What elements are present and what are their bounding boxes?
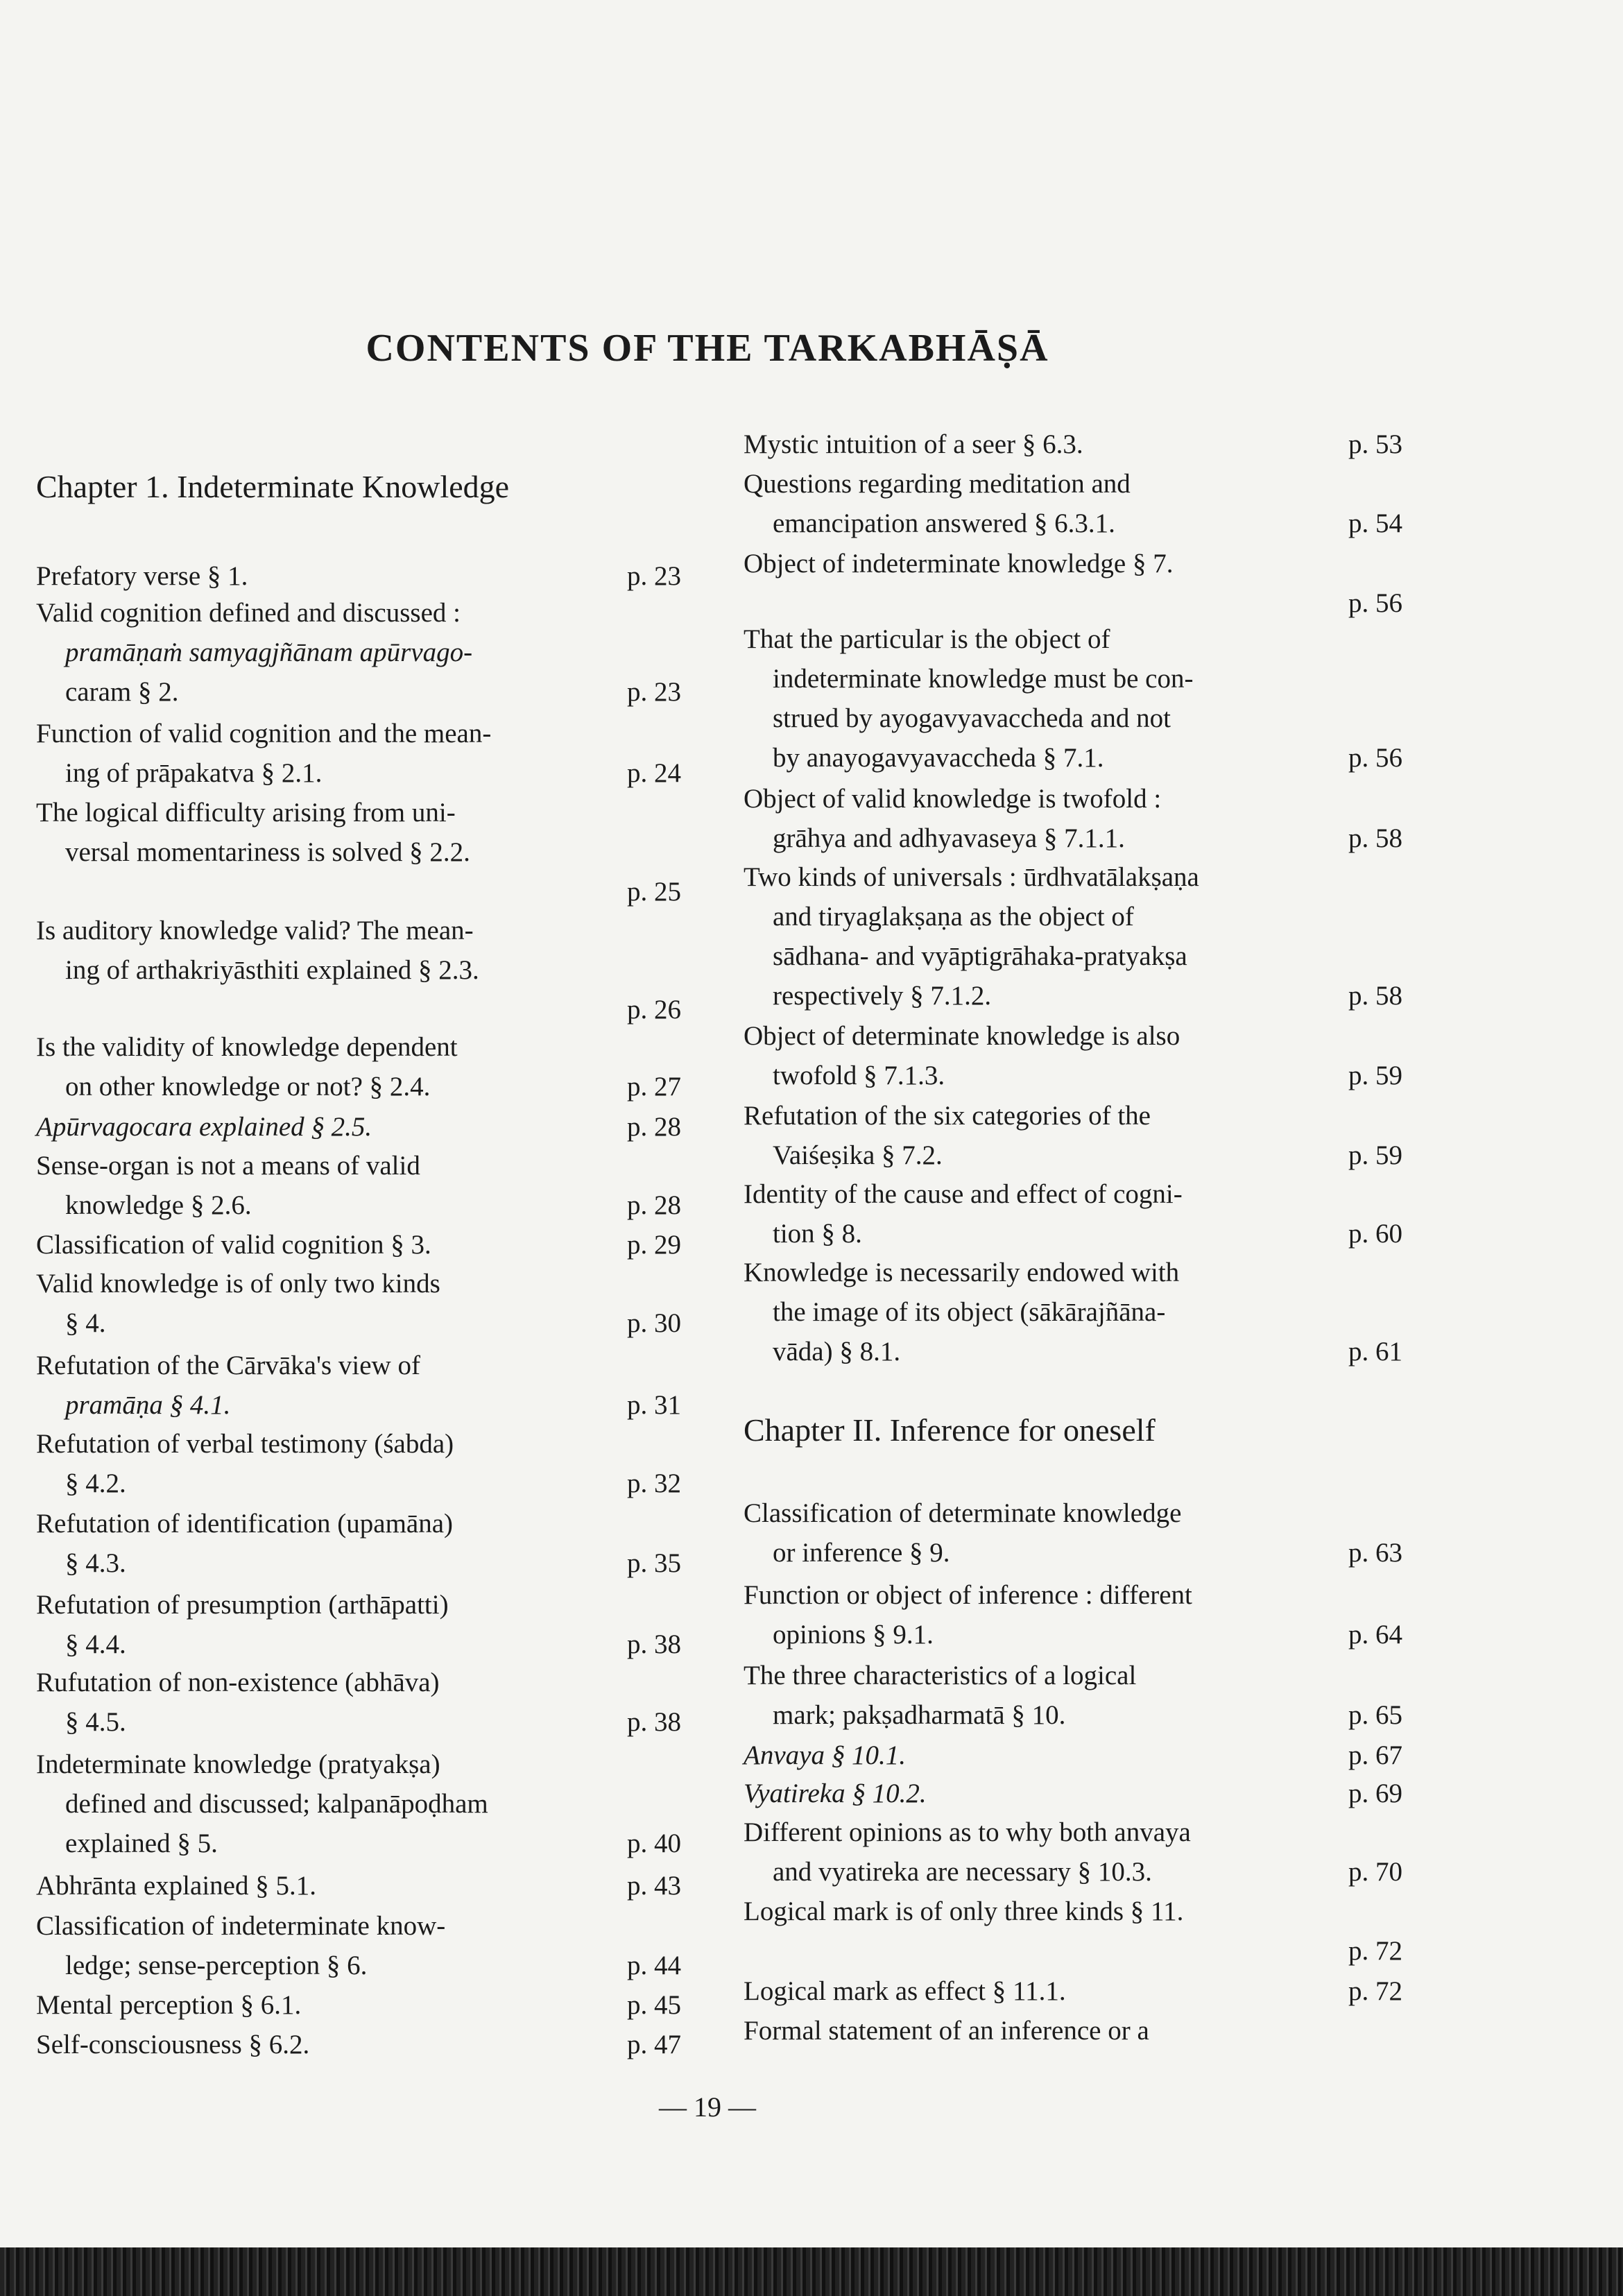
toc-entry: Refutation of the six categories of the Vaiśeṣika § 7.2. p. 59 (744, 1101, 1402, 1170)
toc-entry: Valid cognition defined and discussed : pramāṇaṁ samyagjñānam apūrvago- caram § 2. p. 23 (36, 598, 681, 707)
toc-entry: Refutation of presumption (arthāpatti) § 4.4. p. 38 (36, 1590, 681, 1659)
scan-edge-band (0, 2247, 1623, 2296)
toc-entry: Questions regarding meditation and emancipation answered § 6.3.1. p. 54 (744, 469, 1402, 538)
toc-entry: Abhrānta explained § 5.1. p. 43 (36, 1871, 681, 1901)
toc-entry: Self-consciousness § 6.2. p. 47 (36, 2030, 681, 2059)
toc-entry: Refutation of identification (upamāna) § 4.3. p. 35 (36, 1509, 681, 1578)
toc-entry: Knowledge is necessarily endowed with the image of its object (sākārajñāna- vāda) § 8.1. p. 61 (744, 1258, 1402, 1367)
toc-entry: Mental perception § 6.1. p. 45 (36, 1990, 681, 2020)
toc-entry: Formal statement of an inference or a (744, 2016, 1149, 2046)
toc-entry: That the particular is the object of indeterminate knowledge must be con- strued by ayogavyavaccheda and not by anayogavyavaccheda § 7.1. p. 56 (744, 624, 1402, 773)
toc-entry: Classification of indeterminate know- ledge; sense-perception § 6. p. 44 (36, 1911, 681, 1980)
page-title: CONTENTS OF THE TARKABHĀṢĀ (366, 327, 1049, 370)
toc-entry: Refutation of verbal testimony (śabda) § 4.2. p. 32 (36, 1429, 681, 1498)
toc-entry: Function of valid cognition and the mean- ing of prāpakatva § 2.1. p. 24 (36, 719, 681, 788)
toc-entry: Rufutation of non-existence (abhāva) § 4.5. p. 38 (36, 1668, 681, 1737)
toc-entry: The logical difficulty arising from uni- versal momentariness is solved § 2.2. p. 25 (36, 798, 681, 907)
toc-entry: Classification of determinate knowledge or inference § 9. p. 63 (744, 1498, 1402, 1568)
toc-entry: Refutation of the Cārvāka's view of pramāṇa § 4.1. p. 31 (36, 1351, 681, 1420)
toc-entry: Mystic intuition of a seer § 6.3. p. 53 (744, 429, 1402, 459)
toc-entry: Function or object of inference : different opinions § 9.1. p. 64 (744, 1580, 1402, 1650)
toc-entry: Is auditory knowledge valid? The mean- ing of arthakriyāsthiti explained § 2.3. p. 26 (36, 916, 681, 1025)
toc-entry: Object of indeterminate knowledge § 7. p. 56 (744, 549, 1402, 618)
toc-entry: Object of valid knowledge is twofold : grāhya and adhyavaseya § 7.1.1. p. 58 (744, 784, 1402, 853)
toc-entry: Prefatory verse § 1. p. 23 (36, 561, 681, 591)
chapter-2-title: Chapter II. Inference for oneself (744, 1412, 1156, 1448)
toc-entry: Logical mark as effect § 11.1. p. 72 (744, 1976, 1402, 2006)
toc-entry: The three characteristics of a logical mark; pakṣadharmatā § 10. p. 65 (744, 1661, 1402, 1730)
toc-entry: Is the validity of knowledge dependent on other knowledge or not? § 2.4. p. 27 (36, 1032, 681, 1102)
toc-entry: Anvaya § 10.1. p. 67 (744, 1740, 1402, 1770)
toc-entry: Different opinions as to why both anvaya and vyatireka are necessary § 10.3. p. 70 (744, 1817, 1402, 1887)
toc-entry: Two kinds of universals : ūrdhvatālakṣaṇa and tiryaglakṣaṇa as the object of sādhana- and vyāptigrāhaka-pratyakṣa respectively § 7.1.2. p. 58 (744, 862, 1402, 1011)
chapter-1-title: Chapter 1. Indeterminate Knowledge (36, 469, 510, 504)
toc-entry: Sense-organ is not a means of valid knowledge § 2.6. p. 28 (36, 1151, 681, 1220)
toc-entry: Identity of the cause and effect of cogni- tion § 8. p. 60 (744, 1179, 1402, 1249)
page-number: — 19 — (659, 2091, 756, 2123)
toc-entry: Logical mark is of only three kinds § 11. p. 72 (744, 1896, 1402, 1966)
toc-entry: Object of determinate knowledge is also twofold § 7.1.3. p. 59 (744, 1021, 1402, 1090)
toc-entry: Vyatireka § 10.2. p. 69 (744, 1779, 1402, 1808)
toc-entry: Apūrvagocara explained § 2.5. p. 28 (36, 1112, 681, 1142)
toc-entry: Indeterminate knowledge (pratyakṣa) defined and discussed; kalpanāpoḍham explained § 5. p. 40 (36, 1749, 681, 1858)
toc-entry: Valid knowledge is of only two kinds § 4. p. 30 (36, 1269, 681, 1338)
toc-entry: Classification of valid cognition § 3. p. 29 (36, 1230, 681, 1260)
